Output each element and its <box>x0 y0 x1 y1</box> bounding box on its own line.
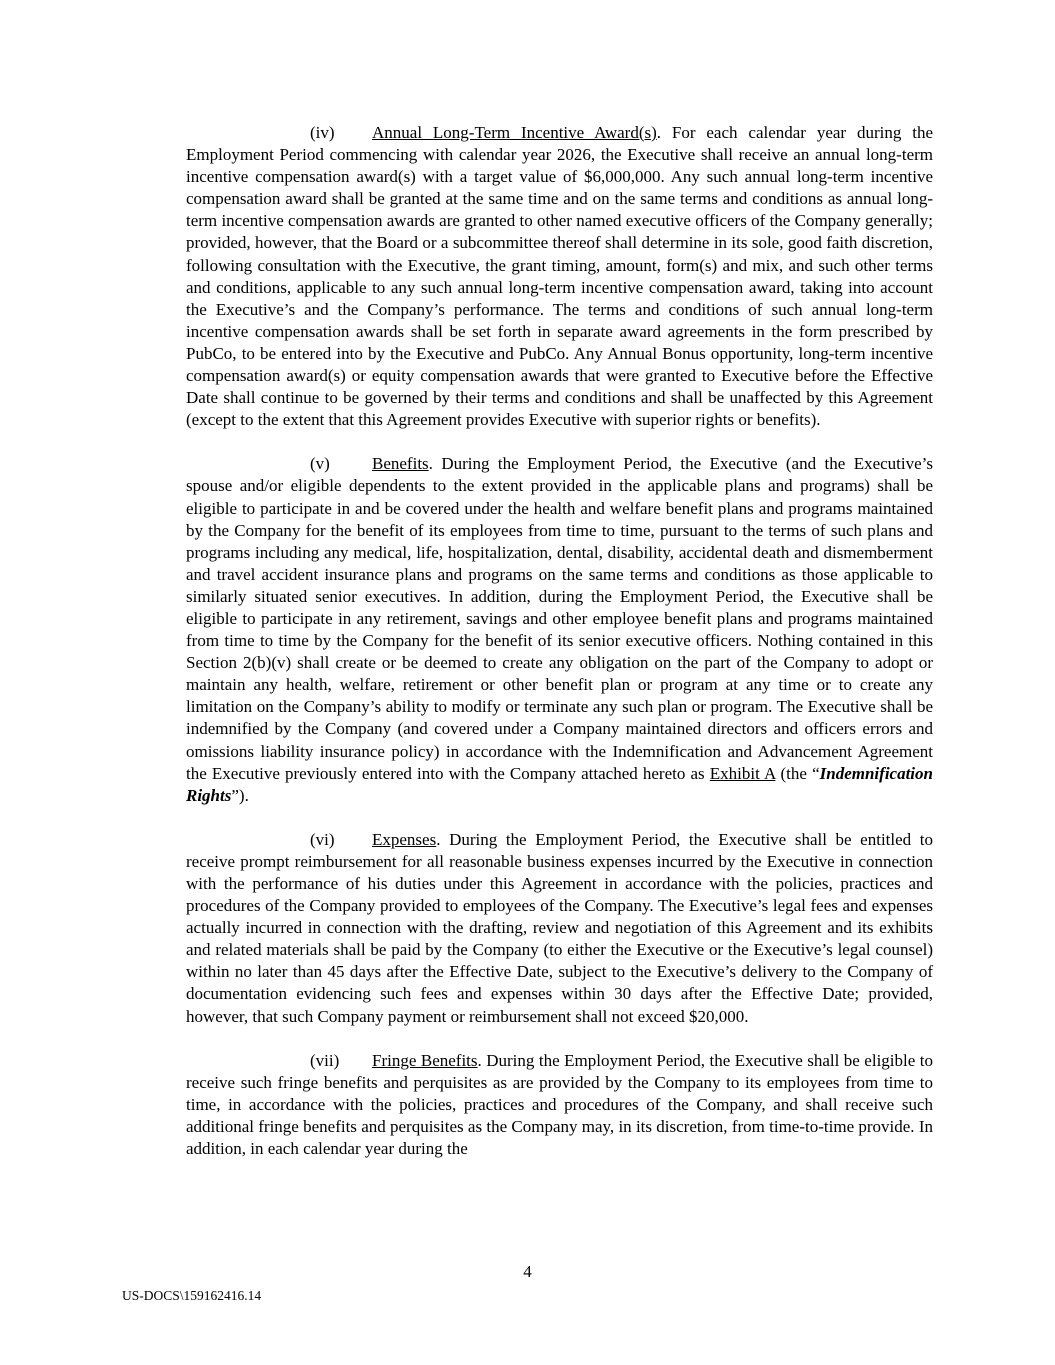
clause-heading: Annual Long-Term Incentive Award(s) <box>372 123 657 142</box>
clause-body: . During the Employment Period, the Executive shall be entitled to receive prompt reimbursement for all reasonable business expenses incurred by the Executive in connection with the performance of his duties under this Agreement in accordance with the policies, practices and procedures of the Company provided to employees of the Company. The Executive’s legal fees and expenses actually incurred in connection with the drafting, review and negotiation of this Agreement and its exhibits and related materials shall be paid by the Company (to either the Executive or the Executive’s legal counsel) within no later than 45 days after the Effective Date, subject to the Executive’s delivery to the Company of documentation evidencing such fees and expenses within 30 days after the Effective Date; provided, however, that such Company payment or reimbursement shall not exceed $20,000. <box>186 829 933 1026</box>
clause-label: (iv) <box>310 123 335 142</box>
exhibit-reference: Exhibit A <box>709 763 776 783</box>
clause-label: (vii) <box>310 1050 340 1070</box>
clause-body: . During the Employment Period, the Executive (and the Executive’s spouse and/or eligible dependents to the extent provided in the applicable plans and programs) shall be eligible to participate in and be covered under the health and welfare benefit plans and programs maintained by the Company for the benefit of its employees from time to time, pursuant to the terms of such plans and programs including any medical, life, hospitalization, dental, disability, accidental death and dismemberment and travel accident insurance plans and programs on the same terms and conditions as those applicable to similarly situated senior executives. In addition, during the Employment Period, the Executive shall be eligible to participate in any retirement, savings and other employee benefit plans and programs maintained from time to time by the Company for the benefit of its senior executive officers. Nothing contained in this Section 2(b)(v) shall create or be deemed to create any obligation on the part of the Company to adopt or maintain any health, welfare, retirement or other benefit plan or program at any time or to create any limitation on the Company’s ability to modify or terminate any such plan or program. The Executive shall be indemnified by the Company (and covered under a Company maintained directors and officers errors and omissions liability insurance policy) in accordance with the Indemnification and Advancement Agreement the Executive previously entered into with the Company attached hereto as <box>186 454 933 783</box>
document-body <box>186 122 933 1160</box>
clause-body: . For each calendar year during the Employment Period commencing with calendar year 2026, the Executive shall receive an annual long-term incentive compensation award(s) with a target value of $6,000,000. Any such annual long-term incentive compensation award shall be granted at the same time and on the same terms and conditions as annual long-term incentive compensation awards are granted to other named executive officers of the Company generally; provided, however, that the Board or a subcommittee thereof shall determine in its sole, good faith discretion, following consultation with the Executive, the grant timing, amount, form(s) and mix, and such other terms and conditions, applicable to any such annual long-term incentive compensation award, taking into account the Executive’s and the Company’s performance. The terms and conditions of such annual long-term incentive compensation awards shall be set forth in separate award agreements in the form prescribed by PubCo, to be entered into by the Executive and PubCo. Any Annual Bonus opportunity, long-term incentive compensation award(s) or equity compensation awards that were granted to Executive before the Effective Date shall continue to be governed by their terms and conditions and shall be unaffected by this Agreement (except to the extent that this Agreement provides Executive with superior rights or benefits). <box>186 123 933 430</box>
clause-label: (vi) <box>310 829 335 849</box>
clause-heading: Benefits <box>372 454 429 474</box>
footer-document-id: US-DOCS\159162416.14 <box>122 1288 262 1303</box>
paragraph <box>186 1050 933 1160</box>
paragraph <box>186 453 933 807</box>
clause-body: . During the Employment Period, the Executive shall be eligible to receive such fringe benefits and perquisites as are provided by the Company to its employees from time to time, in accordance with the policies, practices and procedures of the Company, and shall receive such additional fringe benefits and perquisites as the Company may, in its discretion, from time-to-time provide. In addition, in each calendar year during the <box>186 1050 933 1159</box>
paragraph <box>186 122 933 431</box>
clause-body: ”). <box>231 785 249 805</box>
clause-heading: Expenses <box>372 829 437 849</box>
defined-term: Indemnification Rights <box>186 763 933 805</box>
paragraph <box>186 829 933 1028</box>
clause-label: (v) <box>310 454 330 474</box>
clause-body: (the “ <box>775 763 820 783</box>
clause-heading: Fringe Benefits <box>372 1050 478 1070</box>
page-number: 4 <box>523 1262 532 1281</box>
